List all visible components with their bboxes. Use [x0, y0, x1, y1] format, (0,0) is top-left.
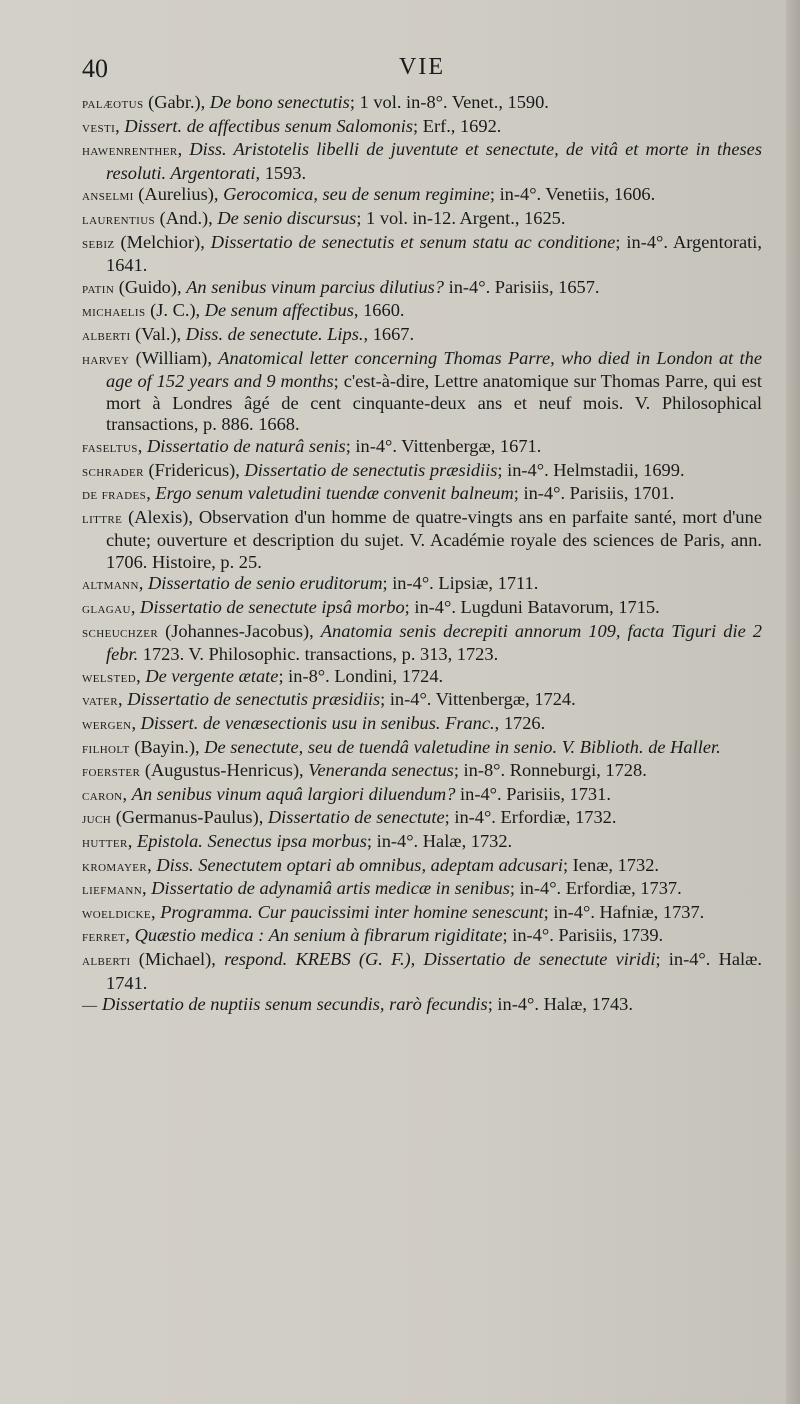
entry-author: hutter	[82, 835, 128, 851]
entry-details: ; in-4°. Erfordiæ, 1732.	[444, 807, 617, 828]
entry-details: , 1667.	[363, 323, 415, 344]
entry-author: glagau	[82, 601, 131, 618]
entry-author: alberti	[82, 327, 131, 344]
entry-author: anselmi	[82, 188, 134, 205]
entry-connector: (Gabr.),	[143, 92, 210, 112]
entry-author: schrader	[82, 463, 144, 480]
entry-title: Dissertatio de nuptiis senum secundis, rarò fecundis	[102, 994, 488, 1015]
bibliography-entry	[82, 949, 762, 994]
entry-title: Quæstio medica : An senium à fibrarum rigiditate	[134, 925, 503, 946]
entry-details: Observation d'un homme de quatre-vingts ans en parfaite santé, mort d'une chute; ouverture et description du sujet. V. Académie royale des sciences de Paris, ann. 1706. Histoire, p. 25.	[106, 506, 762, 572]
entry-author: de frades	[82, 487, 147, 504]
entry-connector: ,	[122, 783, 132, 804]
bibliography-entry	[82, 597, 762, 621]
bibliography-entry	[82, 460, 762, 484]
page-number: 40	[82, 54, 108, 83]
bibliography-entry	[82, 483, 762, 507]
bibliography-entry	[82, 737, 762, 761]
entry-details: , 1593.	[255, 162, 307, 183]
entry-author: altmann	[82, 577, 139, 594]
entry-author: hawenrenther	[82, 143, 178, 160]
entry-details: in-4°. Parisiis, 1731.	[455, 783, 611, 804]
bibliography-entry	[82, 277, 762, 301]
entry-author: vater	[82, 693, 119, 710]
entry-connector: (J. C.),	[145, 300, 205, 321]
entry-author: sebiz	[82, 235, 115, 252]
entry-connector: ,	[142, 878, 152, 899]
entry-author: woeldicke	[82, 905, 151, 922]
entry-connector: ,	[177, 139, 190, 160]
entry-details: ; Erf., 1692.	[413, 115, 502, 136]
bibliography-entry	[82, 713, 762, 737]
entry-details: ; in-4°. Lipsiæ, 1711.	[382, 573, 539, 594]
entry-connector: (Johannes-Jacobus),	[158, 620, 321, 641]
entry-author: wergen	[82, 717, 132, 734]
entry-details: ; in-8°. Ronneburgi, 1728.	[453, 760, 647, 781]
entry-title: Dissertatio de adynamiâ artis medicæ in senibus	[151, 878, 510, 899]
entry-details: ; in-4°. Argentorati, 1641.	[106, 231, 763, 276]
entry-details: ; in-4°. Parisiis, 1701.	[513, 483, 675, 504]
entry-author: laurentius	[82, 211, 156, 228]
entry-author: harvey	[82, 351, 130, 368]
entry-connector: (Germanus-Paulus),	[111, 807, 268, 828]
entry-connector: ,	[136, 665, 146, 686]
entry-details: ; in-4°. Halæ. 1741.	[106, 948, 762, 993]
bibliography-entry	[82, 300, 762, 324]
entry-title: Ergo senum valetudini tuendæ convenit balneum	[155, 483, 514, 504]
entry-connector: (Bayin.),	[129, 736, 205, 757]
entry-author: scheuchzer	[82, 624, 159, 641]
bibliography-entry	[82, 324, 762, 348]
entry-details: , 1726.	[494, 713, 546, 734]
entry-author: kromayer	[82, 858, 148, 875]
entry-connector: ,	[131, 713, 141, 734]
entry-title: Dissertatio de senio eruditorum	[148, 573, 383, 594]
bibliography-entry	[82, 855, 762, 879]
entry-title: Dissertatio de senectutis præsidiis	[244, 459, 498, 480]
entry-author: ferret	[82, 929, 126, 946]
bibliography-entry	[82, 902, 762, 926]
bibliography-entry	[82, 807, 762, 831]
entry-title: Dissert. de affectibus senum Salomonis	[124, 115, 413, 136]
bibliography-entry	[82, 925, 762, 949]
entry-title: Dissert. de venæsectionis usu in senibus. Franc.	[140, 713, 495, 734]
entry-title: Anatomia senis decrepiti annorum 109, facta Tiguri die 2 febr.	[106, 620, 762, 665]
bibliography-entry	[82, 621, 762, 666]
entry-details: ; in-4°. Venetiis, 1606.	[489, 184, 656, 205]
entry-details: in-4°. Parisiis, 1657.	[444, 276, 600, 297]
entry-title: De vergente ætate	[145, 665, 279, 686]
entry-connector: ,	[150, 901, 161, 922]
entry-author: welsted	[82, 669, 137, 686]
entry-connector: (Val.),	[130, 323, 186, 344]
entry-author: michaelis	[82, 304, 146, 321]
entry-connector: ,	[146, 483, 156, 504]
entry-title: Diss. de senectute. Lips.	[185, 323, 364, 344]
bibliography-list	[82, 92, 762, 1018]
page-edge	[786, 0, 800, 1404]
entry-title: Diss. Aristotelis libelli de juventute et senectute, de vitâ et morte in theses resoluti. Argentorati	[106, 139, 762, 183]
entry-author: caron	[82, 787, 123, 804]
entry-details: ; in-4°. Erfordiæ, 1737.	[509, 878, 682, 899]
entry-details: ; 1 vol. in-8°. Venet., 1590.	[349, 92, 549, 112]
entry-title: An senibus vinum aquâ largiori diluendum?	[131, 783, 456, 804]
entry-connector: ,	[127, 831, 137, 851]
entry-title: Dissertatio de senectutis et senum statu ac conditione	[210, 231, 616, 252]
bibliography-entry	[82, 348, 762, 436]
running-head: VIE	[399, 54, 445, 80]
entry-connector: (Fridericus),	[143, 459, 245, 480]
entry-connector: ,	[130, 597, 141, 618]
entry-title: Anatomical letter concerning Thomas Parre, who died in London at the age of 152 years and 9 months	[106, 347, 762, 392]
entry-title: Epistola. Senectus ipsa morbus	[137, 831, 367, 851]
entry-author: faseltus	[82, 439, 138, 456]
entry-details: ; in-8°. Londini, 1724.	[278, 665, 444, 686]
entry-connector: ,	[115, 115, 125, 136]
entry-title: De senectute, seu de tuendâ valetudine in senio. V. Biblioth. de Haller.	[204, 736, 721, 757]
bibliography-entry	[82, 760, 762, 784]
entry-details: ; in-4°. Halæ, 1743.	[487, 994, 633, 1015]
entry-author: alberti	[82, 952, 131, 969]
entry-connector: ,	[118, 689, 128, 710]
entry-author: patin	[82, 280, 115, 297]
entry-connector: ,	[138, 573, 148, 594]
bibliography-entry	[82, 994, 762, 1018]
entry-author: littre	[82, 510, 123, 527]
entry-author: vesti	[82, 119, 116, 136]
entry-connector: ,	[147, 854, 157, 875]
bibliography-entry	[82, 232, 762, 277]
entry-title: Dissertatio de naturâ senis	[146, 435, 346, 456]
entry-title: Gerocomica, seu de senum regimine	[223, 184, 490, 205]
entry-author: filholt	[82, 740, 130, 757]
entry-title: Dissertatio de senectute ipsâ morbo	[140, 597, 405, 618]
entry-details: ; Ienæ, 1732.	[562, 854, 659, 875]
bibliography-entry	[82, 784, 762, 808]
entry-details: ; c'est-à-dire, Lettre anatomique sur Thomas Parre, qui est mort à Londres âgé de cent cinquante-deux ans et neuf mois. V. Philosophical transactions, p. 886. 1668.	[106, 371, 762, 435]
entry-author: liefmann	[82, 882, 143, 899]
entry-author: —	[82, 998, 98, 1015]
bibliography-entry	[82, 184, 762, 208]
entry-connector: (William),	[129, 347, 219, 368]
entry-details: ; 1 vol. in-12. Argent., 1625.	[356, 207, 566, 228]
entry-details: , 1660.	[353, 300, 405, 321]
bibliography-entry	[82, 507, 762, 574]
entry-details: ; in-4°. Vittenbergæ, 1671.	[345, 435, 542, 456]
entry-author: palæotus	[82, 96, 144, 112]
entry-author: foerster	[82, 764, 141, 781]
entry-connector: (Guido),	[114, 276, 187, 297]
entry-title: Dissertatio de senectutis præsidiis	[127, 689, 381, 710]
entry-details: ; in-4°. Helmstadii, 1699.	[497, 459, 685, 480]
bibliography-entry	[82, 666, 762, 690]
bibliography-entry	[82, 139, 762, 184]
entry-title: De senum affectibus	[204, 300, 354, 321]
bibliography-entry	[82, 436, 762, 460]
entry-details: ; in-4°. Halæ, 1732.	[366, 831, 513, 851]
entry-title: Diss. Senectutem optari ab omnibus, adeptam adcusari	[156, 854, 563, 875]
entry-connector: (Michael),	[130, 948, 225, 969]
entry-details: ; in-4°. Lugduni Batavorum, 1715.	[404, 597, 660, 618]
bibliography-entry	[82, 116, 762, 140]
bibliography-entry	[82, 831, 762, 855]
bibliography-entry	[82, 573, 762, 597]
entry-details: ; in-4°. Parisiis, 1739.	[502, 925, 664, 946]
entry-title: An senibus vinum parcius dilutius?	[186, 276, 445, 297]
entry-details: ; in-4°. Vittenbergæ, 1724.	[380, 689, 576, 710]
bibliography-entry	[82, 689, 762, 713]
entry-title: Dissertatio de senectute	[267, 807, 445, 828]
bibliography-entry	[82, 92, 762, 116]
entry-author: juch	[82, 811, 112, 828]
entry-title: De senio discursus	[217, 207, 357, 228]
entry-details: 1723. V. Philosophic. transactions, p. 313, 1723.	[138, 644, 499, 665]
entry-connector: ,	[137, 435, 147, 456]
entry-connector: (Alexis),	[122, 506, 199, 527]
bibliography-entry	[82, 208, 762, 232]
entry-connector: (Augustus-Henricus),	[140, 760, 309, 781]
bibliography-entry	[82, 878, 762, 902]
entry-title: respond. KREBS (G. F.), Dissertatio de senectute viridi	[224, 948, 656, 969]
entry-connector: (Melchior),	[114, 231, 211, 252]
entry-title: Programma. Cur paucissimi inter homine senescunt	[160, 901, 544, 922]
page-header	[82, 54, 762, 90]
entry-connector: ,	[125, 925, 135, 946]
entry-details: ; in-4°. Hafniæ, 1737.	[543, 901, 705, 922]
entry-title: De bono senectutis	[209, 92, 350, 112]
entry-connector: (Aurelius),	[133, 184, 224, 205]
entry-connector: (And.),	[155, 207, 218, 228]
entry-title: Veneranda senectus	[308, 760, 454, 781]
